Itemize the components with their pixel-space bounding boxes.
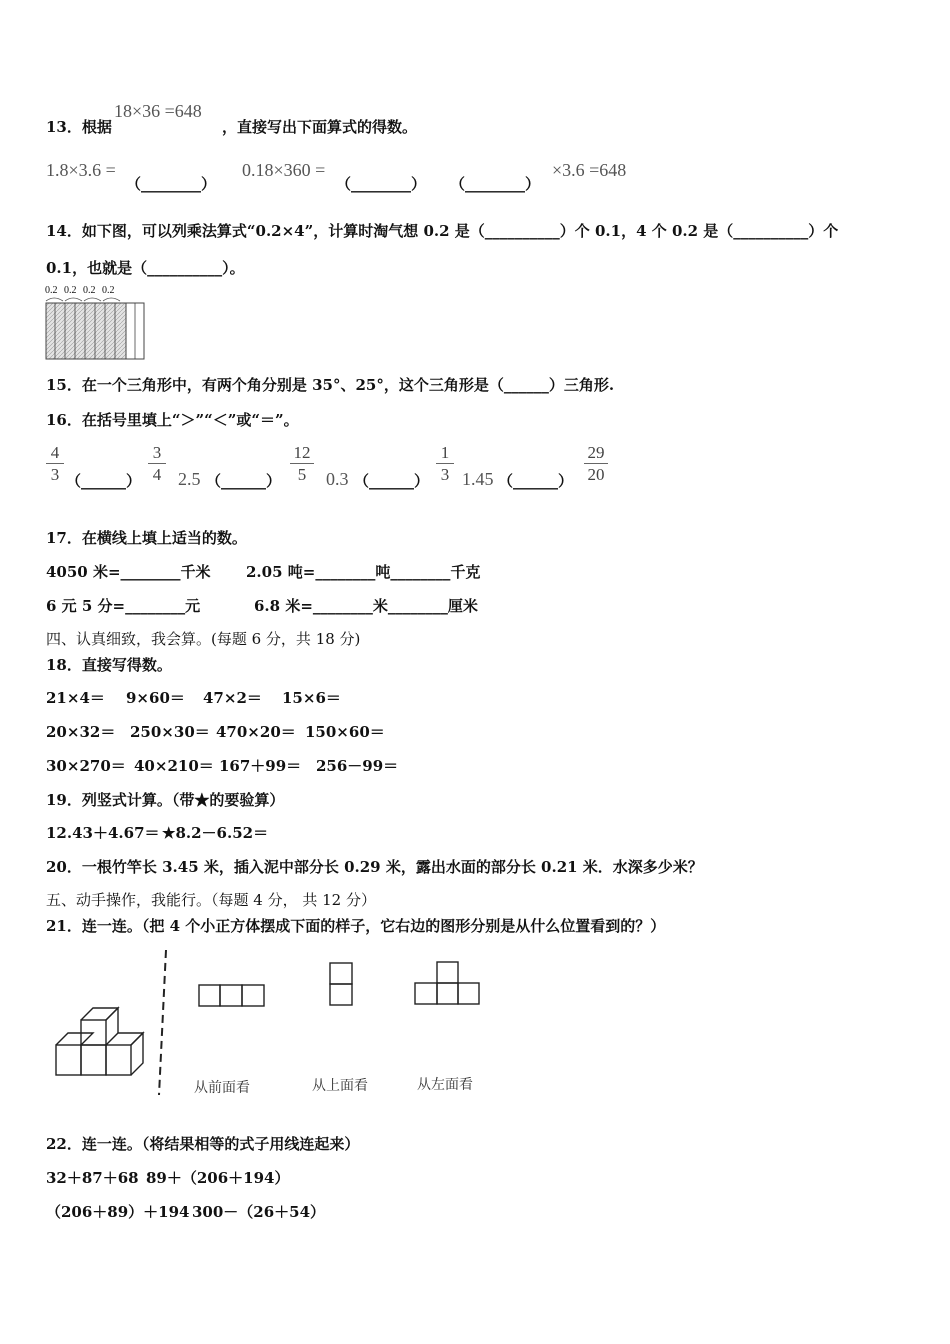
q13-answer-blank-3[interactable]: （________） xyxy=(450,175,541,193)
fraction-denominator: 20 xyxy=(587,465,605,484)
q13-instruction: ，直接写出下面算式的得数。 xyxy=(222,118,418,136)
q13-expression-2: 0.18×360 = xyxy=(242,160,326,180)
fraction-numerator: 3 xyxy=(152,443,162,462)
q17-title: 17．在横线上填上适当的数。 xyxy=(46,529,247,547)
q18-expr: 30×270＝ xyxy=(46,757,126,775)
left-view-drawing xyxy=(415,962,479,1004)
q21-caption-left: 从左面看 xyxy=(417,1077,473,1093)
q16-fraction-1-3 xyxy=(436,443,454,484)
q17-row2-item-a: 6 元 5 分=________元 xyxy=(46,597,201,615)
q22-expression[interactable]: 32＋87＋68 xyxy=(46,1169,139,1187)
q14-strip-svg xyxy=(45,295,145,361)
q16-decimal-2-5: 2.5 xyxy=(178,469,201,489)
fraction-numerator: 4 xyxy=(50,443,60,462)
q14-text-line-2: 0.1，也就是（__________）。 xyxy=(46,259,245,277)
q16-decimal-1-45: 1.45 xyxy=(462,469,494,489)
fraction-denominator: 4 xyxy=(152,465,162,484)
q13-number-label: 13．根据 xyxy=(46,118,112,136)
q18-expr: 21×4＝ xyxy=(46,689,105,707)
q16-decimal-0-3: 0.3 xyxy=(326,469,349,489)
q19-item-2: ★8.2－6.52＝ xyxy=(162,824,269,842)
section-5-title: 五、动手操作，我能行。（每题 4 分， 共 12 分） xyxy=(46,891,376,909)
q22-title: 22．连一连。（将结果相等的式子用线连起来） xyxy=(46,1135,360,1153)
fraction-denominator: 3 xyxy=(440,465,450,484)
q21-caption-front: 从前面看 xyxy=(194,1080,250,1096)
q22-expression[interactable]: （206＋89）＋194 xyxy=(46,1203,190,1221)
q13-answer-blank-1[interactable]: （________） xyxy=(126,175,217,193)
q18-expr: 470×20＝ xyxy=(216,723,296,741)
q17-row1-item-a: 4050 米=________千米 xyxy=(46,563,211,581)
q14-fig-label: 0.2 xyxy=(83,285,96,296)
q20-text: 20．一根竹竿长 3.45 米，插入泥中部分长 0.29 米，露出水面的部分长 0.21 米．水深多少米？ xyxy=(46,858,703,876)
q16-compare-blank-4[interactable]: （______） xyxy=(498,472,574,490)
fraction-denominator: 5 xyxy=(297,465,307,484)
q16-compare-blank-1[interactable]: （______） xyxy=(66,472,142,490)
q16-fraction-3-4 xyxy=(148,443,166,484)
q13-expression-1: 1.8×3.6 = xyxy=(46,160,116,180)
cube-stack-drawing xyxy=(56,1008,143,1075)
q13-given-equation: 18×36 =648 xyxy=(114,101,202,121)
q19-item-1: 12.43＋4.67＝ xyxy=(46,824,160,842)
q14-fig-label: 0.2 xyxy=(45,285,58,296)
top-view-drawing xyxy=(330,963,352,1005)
q22-expression[interactable]: 300－（26＋54） xyxy=(192,1203,326,1221)
q16-compare-blank-2[interactable]: （______） xyxy=(206,472,282,490)
q15-text: 15．在一个三角形中，有两个角分别是 35°、25°，这个三角形是（______）三角形. xyxy=(46,376,615,394)
q18-expr: 15×6＝ xyxy=(282,689,341,707)
q13-expression-3: ×3.6 =648 xyxy=(552,160,627,180)
q18-expr: 40×210＝ xyxy=(134,757,214,775)
q18-expr: 167＋99＝ xyxy=(219,757,302,775)
section-4-title: 四、认真细致，我会算。(每题 6 分，共 18 分) xyxy=(46,630,361,648)
q18-title: 18．直接写得数。 xyxy=(46,656,172,674)
fraction-numerator: 29 xyxy=(587,443,605,462)
q18-expr: 250×30＝ xyxy=(130,723,210,741)
q16-fraction-4-3 xyxy=(46,443,64,484)
q17-row2-item-b: 6.8 米=________米________厘米 xyxy=(254,597,478,615)
q14-fig-label: 0.2 xyxy=(102,285,115,296)
q16-compare-blank-3[interactable]: （______） xyxy=(354,472,430,490)
fraction-numerator: 1 xyxy=(440,443,450,462)
q18-expr: 256－99＝ xyxy=(316,757,399,775)
q22-expression[interactable]: 89＋（206＋194） xyxy=(146,1169,290,1187)
fraction-numerator: 12 xyxy=(293,443,311,462)
q17-row1-item-b: 2.05 吨=________吨________千克 xyxy=(246,563,481,581)
divider-dashed-line xyxy=(159,950,166,1095)
q21-text: 21．连一连。（把 4 个小正方体摆成下面的样子，它右边的图形分别是从什么位置看到的？） xyxy=(46,917,666,935)
q13-answer-blank-2[interactable]: （________） xyxy=(336,175,427,193)
q14-fig-label: 0.2 xyxy=(64,285,77,296)
fraction-denominator: 3 xyxy=(50,465,60,484)
q18-expr: 150×60＝ xyxy=(305,723,385,741)
q16-fraction-29-20 xyxy=(584,443,608,484)
q16-text: 16．在括号里填上“＞”“＜”或“＝”。 xyxy=(46,411,299,429)
q14-text-line-1: 14．如下图，可以列乘法算式“0.2×4”，计算时淘气想 0.2 是（__________）个 0.1，4 个 0.2 是（__________）个 xyxy=(46,222,839,240)
q18-expr: 20×32＝ xyxy=(46,723,116,741)
q18-expr: 9×60＝ xyxy=(126,689,185,707)
front-view-drawing xyxy=(199,985,264,1006)
q16-fraction-12-5 xyxy=(290,443,314,484)
q14-decimal-strip-figure xyxy=(45,285,145,365)
q21-caption-top: 从上面看 xyxy=(312,1078,368,1094)
q18-expr: 47×2＝ xyxy=(203,689,262,707)
q19-title: 19．列竖式计算。（带★的要验算） xyxy=(46,791,285,809)
